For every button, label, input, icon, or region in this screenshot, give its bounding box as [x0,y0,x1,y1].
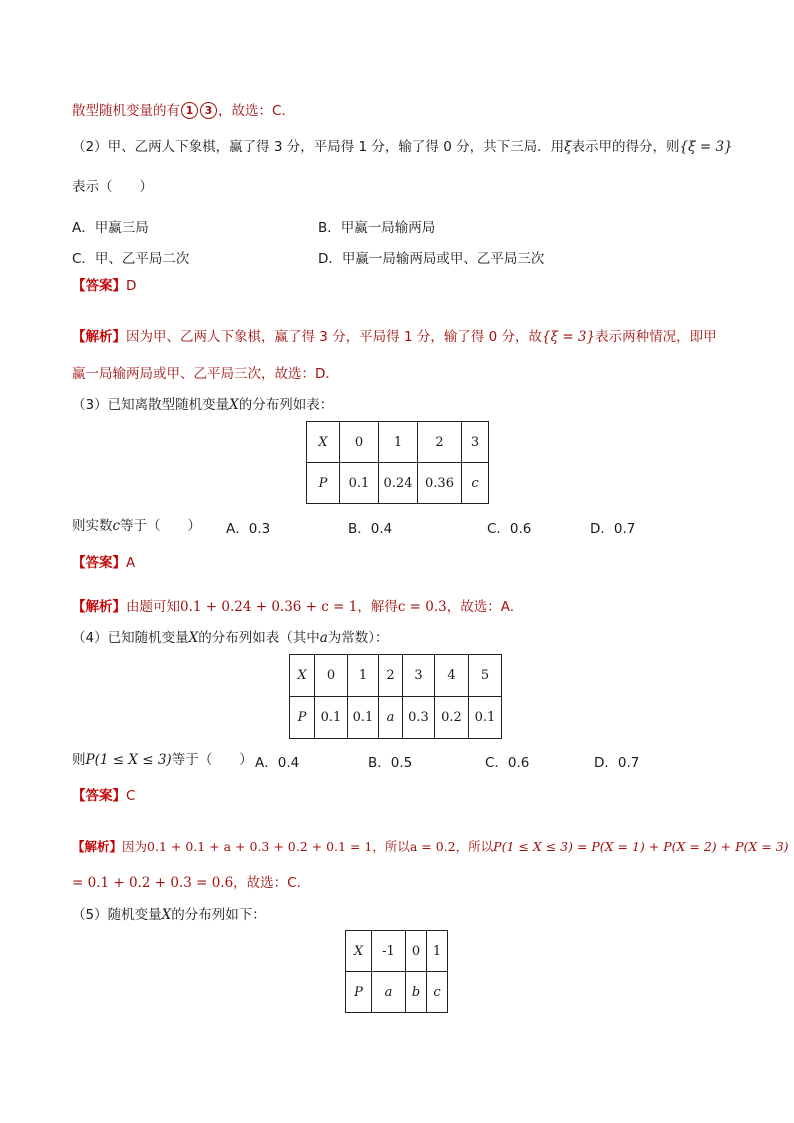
table-cell: 3 [462,422,489,463]
q5-stem: （5）随机变量X的分布列如下： [72,907,266,923]
q3-answer: 【答案】A [72,555,136,571]
table-cell: 4 [435,655,469,697]
table-cell: 0.1 [469,697,502,739]
q4-option-c: C．0.6 [485,755,530,771]
table-cell: 1 [379,422,418,463]
q4-option-b: B．0.5 [368,755,413,771]
table-cell: 0.3 [403,697,435,739]
table-cell: c [462,463,489,504]
table-cell: 1 [427,931,448,972]
intro-suffix: ，故选：C. [218,103,286,119]
table-cell: X [290,655,315,697]
q4-stem: （4）已知随机变量X的分布列如表（其中a为常数）： [72,630,389,646]
table-cell: 0.36 [418,463,462,504]
table-cell: a [379,697,403,739]
table-cell: 0 [315,655,348,697]
table-cell: 0.24 [379,463,418,504]
q4-analysis: 【解析】因为0.1 + 0.1 + a + 0.3 + 0.2 + 0.1 = 1，所以a = 0.2，所以P(1 ≤ X ≤ 3) = P(X = 1) + P(X = 2) + P(X = 3) [72,839,789,854]
table-cell: 0 [406,931,427,972]
q2-analysis-cont: 赢一局输两局或甲、乙平局三次，故选：D． [72,366,339,382]
intro-text: 散型随机变量的有 [72,103,180,119]
q4-question: 则P(1 ≤ X ≤ 3)等于（ ） [72,752,253,768]
q3-option-c: C．0.6 [487,521,532,537]
q3-analysis: 【解析】由题可知0.1 + 0.24 + 0.36 + c = 1，解得c = 0.3，故选：A. [72,599,515,615]
table-cell: -1 [372,931,406,972]
q3-stem: （3）已知离散型随机变量X的分布列如表： [72,397,334,413]
table-cell: 0.1 [315,697,348,739]
table-cell: a [372,972,406,1013]
q2-option-d: D．甲赢一局输两局或甲、乙平局三次 [318,251,545,267]
table-cell: 0.2 [435,697,469,739]
table-cell: P [290,697,315,739]
q2-stem: （2）甲、乙两人下象棋，赢了得 3 分，平局得 1 分，输了得 0 分，共下三局．用ξ表示甲的得分，则{ξ = 3} [72,139,733,155]
table-cell: P [346,972,372,1013]
circled-number-3: 3 [200,102,217,119]
table-cell: 5 [469,655,502,697]
q2-analysis: 【解析】因为甲、乙两人下象棋，赢了得 3 分，平局得 1 分，输了得 0 分，故{ξ = 3}表示两种情况，即甲 [72,329,717,345]
table-cell: b [406,972,427,1013]
table-cell: X [307,422,340,463]
table-cell: c [427,972,448,1013]
q4-option-d: D．0.7 [594,755,640,771]
circled-number-1: 1 [181,102,198,119]
table-cell: 3 [403,655,435,697]
q2-option-c: C．甲、乙平局二次 [72,251,190,267]
table-cell: P [307,463,340,504]
q4-answer: 【答案】C [72,788,136,804]
q2-option-b: B．甲赢一局输两局 [318,220,436,236]
q3-option-b: B．0.4 [348,521,393,537]
q2-stem-end: 表示（ ） [72,179,153,195]
table-cell: 0.1 [348,697,379,739]
table-cell: 0 [340,422,379,463]
q4-option-a: A．0.4 [255,755,300,771]
intro-line [72,101,286,121]
q3-option-d: D．0.7 [590,521,636,537]
q4-distribution-table [289,654,502,739]
q3-distribution-table [306,421,489,504]
q2-option-a: A．甲赢三局 [72,220,149,236]
q2-answer: 【答案】D [72,278,137,294]
table-cell: 2 [379,655,403,697]
table-cell: 0.1 [340,463,379,504]
q3-question: 则实数c等于（ ） [72,518,202,534]
table-cell: X [346,931,372,972]
q3-option-a: A．0.3 [226,521,271,537]
q5-distribution-table [345,930,448,1013]
q4-analysis-cont: = 0.1 + 0.2 + 0.3 = 0.6，故选：C. [72,875,301,891]
table-cell: 1 [348,655,379,697]
table-cell: 2 [418,422,462,463]
